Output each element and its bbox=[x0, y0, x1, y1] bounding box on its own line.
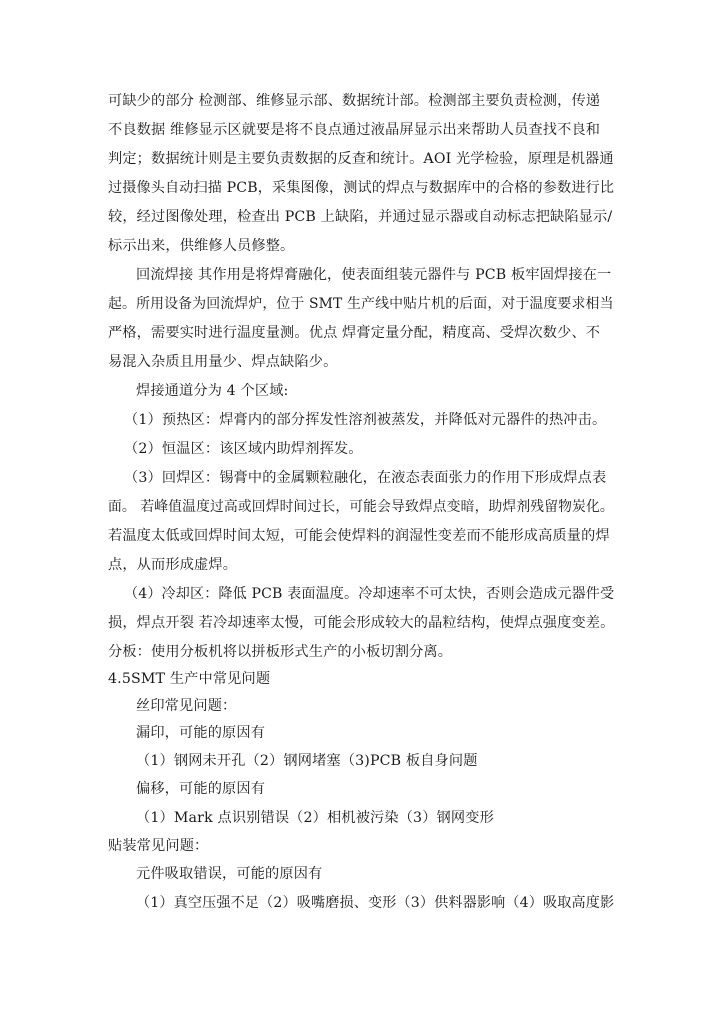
text-line: 较，经过图像处理，检查出 PCB 上缺陷，并通过显示器或自动标志把缺陷显示/ bbox=[108, 209, 613, 225]
text-line: 点，从而形成虚焊。 bbox=[108, 557, 238, 573]
text-line: 漏印，可能的原因有 bbox=[136, 725, 266, 741]
section-heading: 4.5SMT 生产中常见问题 bbox=[108, 671, 271, 687]
text-line: 判定；数据统计则是主要负责数据的反查和统计。AOI 光学检验，原理是机器通 bbox=[108, 151, 614, 167]
text-line: 偏移，可能的原因有 bbox=[136, 781, 266, 797]
text-line: （1）Mark 点识别错误（2）相机被污染（3）钢网变形 bbox=[136, 810, 494, 826]
text-line: 标示出来，供维修人员修整。 bbox=[108, 238, 295, 254]
text-line: 元件吸取错误，可能的原因有 bbox=[136, 866, 323, 882]
text-line: 焊接通道分为 4 个区域: bbox=[136, 383, 289, 399]
text-line: 过摄像头自动扫描 PCB，采集图像，测试的焊点与数据库中的合格的参数进行比 bbox=[108, 180, 615, 196]
text-line: 分板：使用分板机将以拼板形式生产的小板切割分离。 bbox=[108, 644, 453, 660]
text-line: （1）钢网未开孔（2）钢网堵塞（3)PCB 板自身问题 bbox=[136, 753, 478, 769]
text-line: 严格，需要实时进行温度量测。优点 焊膏定量分配，精度高、受焊次数少、不 bbox=[108, 325, 601, 341]
text-line: 回流焊接 其作用是将焊膏融化，使表面组装元器件与 PCB 板牢固焊接在一 bbox=[136, 267, 612, 283]
text-line: 不良数据 维修显示区就要是将不良点通过液晶屏显示出来帮助人员查找不良和 bbox=[108, 122, 601, 138]
text-line: 可缺少的部分 检测部、维修显示部、数据统计部。检测部主要负责检测，传递 bbox=[108, 93, 601, 109]
text-line: 易混入杂质且用量少、焊点缺陷少。 bbox=[108, 354, 338, 370]
text-line: 若温度太低或回焊时间太短，可能会使焊料的润湿性变差而不能形成高质量的焊 bbox=[108, 528, 610, 544]
text-line: 起。所用设备为回流焊炉，位于 SMT 生产线中贴片机的后面，对于温度要求相当 bbox=[108, 296, 614, 312]
text-line: （3）回焊区：锡膏中的金属颗粒融化，在液态表面张力的作用下形成焊点表 bbox=[124, 470, 607, 486]
text-line: 面。 若峰值温度过高或回焊时间过长，可能会导致焊点变暗，助焊剂残留物炭化。 bbox=[108, 499, 614, 515]
text-line: （4）冷却区：降低 PCB 表面温度。冷却速率不可太快，否则会造成元器件受 bbox=[124, 586, 615, 602]
text-line: 丝印常见问题： bbox=[136, 698, 237, 714]
text-line: 损，焊点开裂 若冷却速率太慢，可能会形成较大的晶粒结构，使焊点强度变差。 bbox=[108, 615, 615, 631]
text-line: 贴装常见问题： bbox=[108, 838, 209, 854]
text-line: （2）恒温区：该区域内助焊剂挥发。 bbox=[124, 441, 363, 457]
text-line: （1）真空压强不足（2）吸嘴磨损、变形（3）供料器影响（4）吸取高度影 bbox=[136, 895, 615, 911]
text-line: （1）预热区：焊膏内的部分挥发性溶剂被蒸发，并降低对元器件的热冲击。 bbox=[124, 412, 607, 428]
